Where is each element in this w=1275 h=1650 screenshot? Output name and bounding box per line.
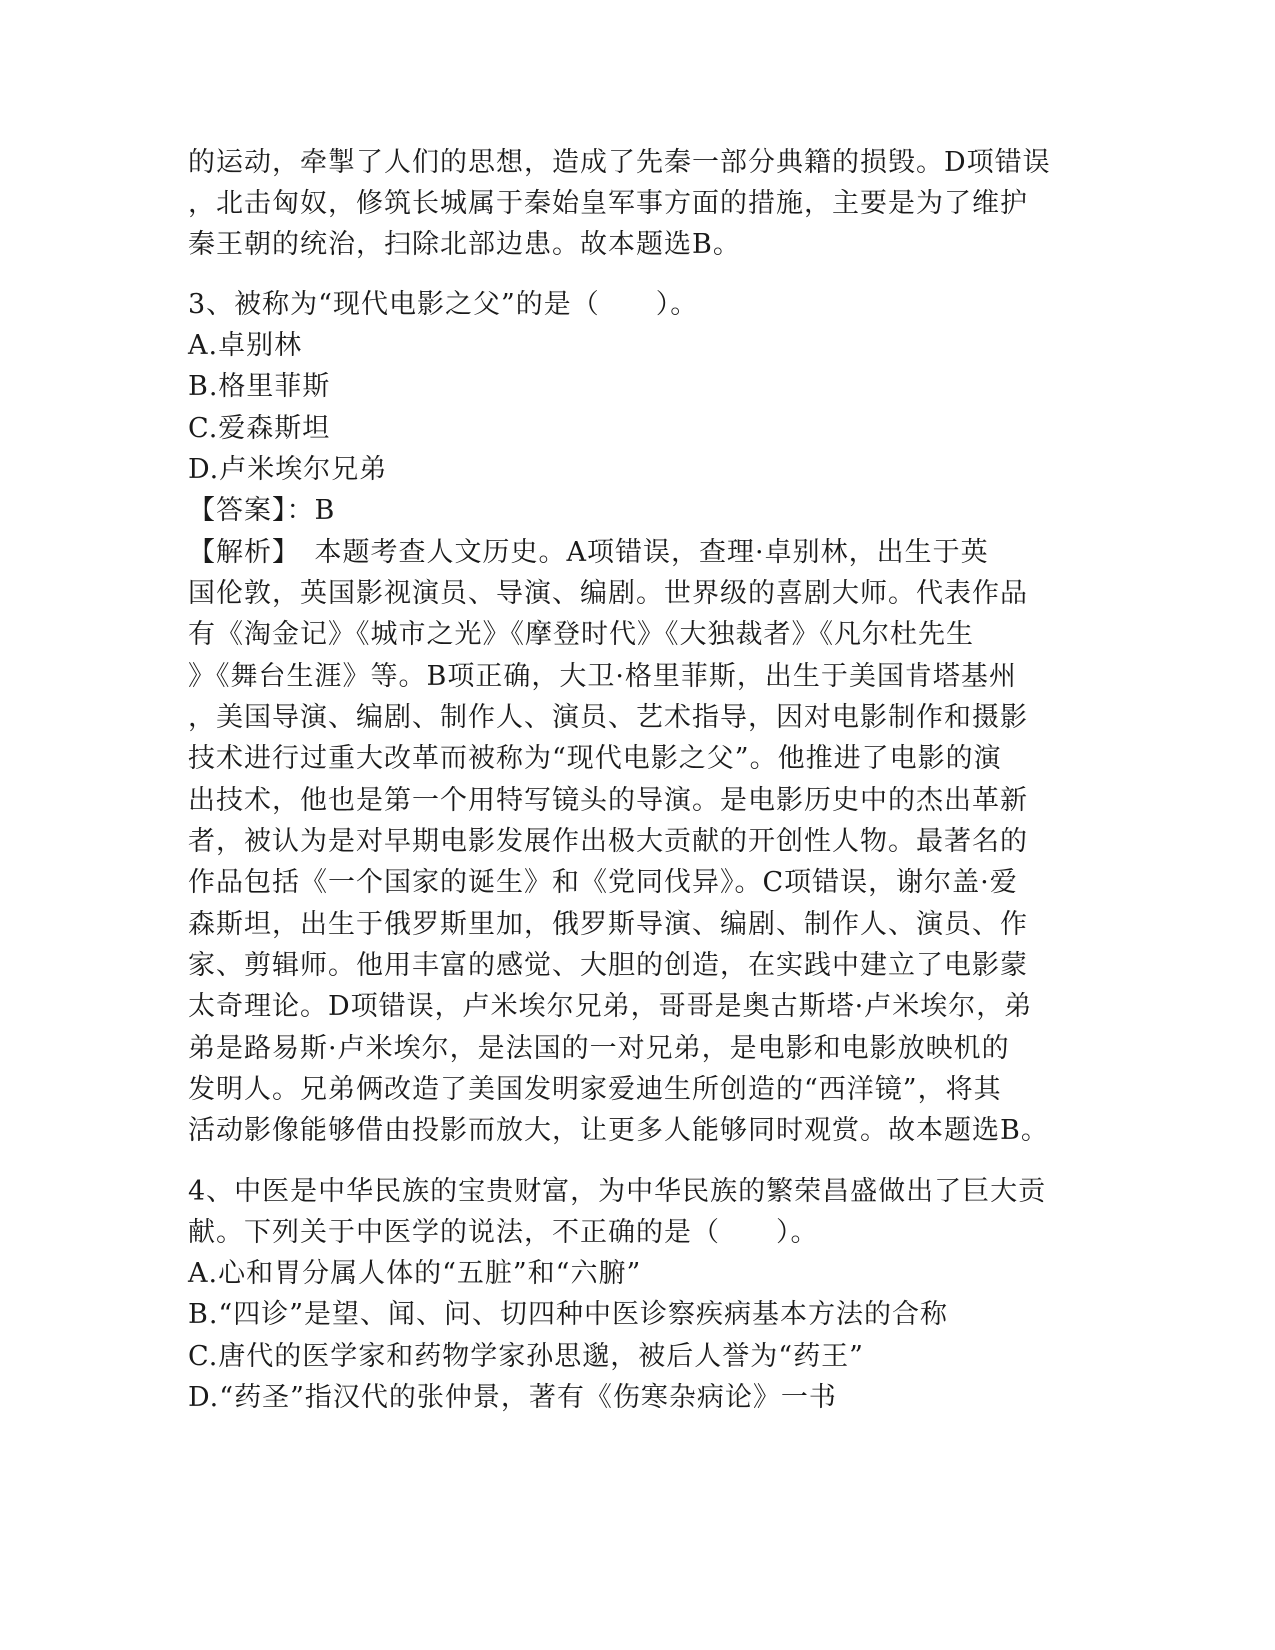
prev-explanation-line: 秦王朝的统治，扫除北部边患。故本题选B。 — [188, 229, 741, 260]
question-3-option-d: D.卢米埃尔兄弟 — [188, 454, 388, 485]
question-3-explanation-line: 家、剪辑师。他用丰富的感觉、大胆的创造，在实践中建立了电影蒙 — [188, 950, 1028, 981]
question-3-explanation-line: 有《淘金记》《城市之光》《摩登时代》《大独裁者》《凡尔杜先生 — [188, 619, 974, 650]
question-4-option-a: A.心和胃分属人体的“五脏”和“六腑” — [188, 1258, 642, 1289]
question-4-option-b: B.“四诊”是望、闻、问、切四种中医诊察疾病基本方法的合称 — [188, 1299, 949, 1330]
question-3-explanation-line: 【解析】 本题考查人文历史。A项错误，查理·卓别林，出生于英 — [188, 537, 989, 568]
question-3-explanation-line: 》《舞台生涯》等。B项正确，大卫·格里菲斯，出生于美国肯塔基州 — [188, 661, 1017, 692]
question-4-option-c: C.唐代的医学家和药物学家孙思邈，被后人誉为“药王” — [188, 1341, 864, 1372]
question-4-stem-line: 4、中医是中华民族的宝贵财富，为中华民族的繁荣昌盛做出了巨大贡 — [188, 1176, 1047, 1207]
question-3-explanation-line: 太奇理论。D项错误，卢米埃尔兄弟，哥哥是奥古斯塔·卢米埃尔，弟 — [188, 991, 1033, 1022]
question-3-explanation-line: 技术进行过重大改革而被称为“现代电影之父”。他推进了电影的演 — [188, 743, 1002, 774]
question-4-stem-line: 献。下列关于中医学的说法，不正确的是（ ）。 — [188, 1217, 819, 1248]
question-3-explanation-line: 弟是路易斯·卢米埃尔，是法国的一对兄弟，是电影和电影放映机的 — [188, 1033, 1010, 1064]
question-3-explanation-line: 者，被认为是对早期电影发展作出极大贡献的开创性人物。最著名的 — [188, 826, 1028, 857]
question-3-option-c: C.爱森斯坦 — [188, 413, 331, 444]
question-3-option-a: A.卓别林 — [188, 330, 303, 361]
question-3-explanation-line: 作品包括《一个国家的诞生》和《党同伐异》。C项错误，谢尔盖·爱 — [188, 867, 1018, 898]
question-3-explanation-line: ，美国导演、编剧、制作人、演员、艺术指导，因对电影制作和摄影 — [188, 702, 1028, 733]
question-3-option-b: B.格里菲斯 — [188, 371, 331, 402]
question-3-stem: 3、被称为“现代电影之父”的是（ ）。 — [188, 289, 699, 320]
question-3-explanation-line: 森斯坦，出生于俄罗斯里加，俄罗斯导演、编剧、制作人、演员、作 — [188, 909, 1028, 940]
prev-explanation-line: 的运动，牵掣了人们的思想，造成了先秦一部分典籍的损毁。D项错误 — [188, 147, 1051, 178]
question-3-explanation-line: 国伦敦，英国影视演员、导演、编剧。世界级的喜剧大师。代表作品 — [188, 578, 1028, 609]
question-3-explanation-line: 活动影像能够借由投影而放大，让更多人能够同时观赏。故本题选B。 — [188, 1115, 1049, 1146]
question-3-answer: 【答案】：B — [188, 495, 336, 526]
question-3-explanation-line: 发明人。兄弟俩改造了美国发明家爱迪生所创造的“西洋镜”，将其 — [188, 1074, 1002, 1105]
prev-explanation-line: ，北击匈奴，修筑长城属于秦始皇军事方面的措施，主要是为了维护 — [188, 188, 1028, 219]
question-3-explanation-line: 出技术，他也是第一个用特写镜头的导演。是电影历史中的杰出革新 — [188, 785, 1028, 816]
question-4-option-d: D.“药圣”指汉代的张仲景，著有《伤寒杂病论》一书 — [188, 1382, 837, 1413]
